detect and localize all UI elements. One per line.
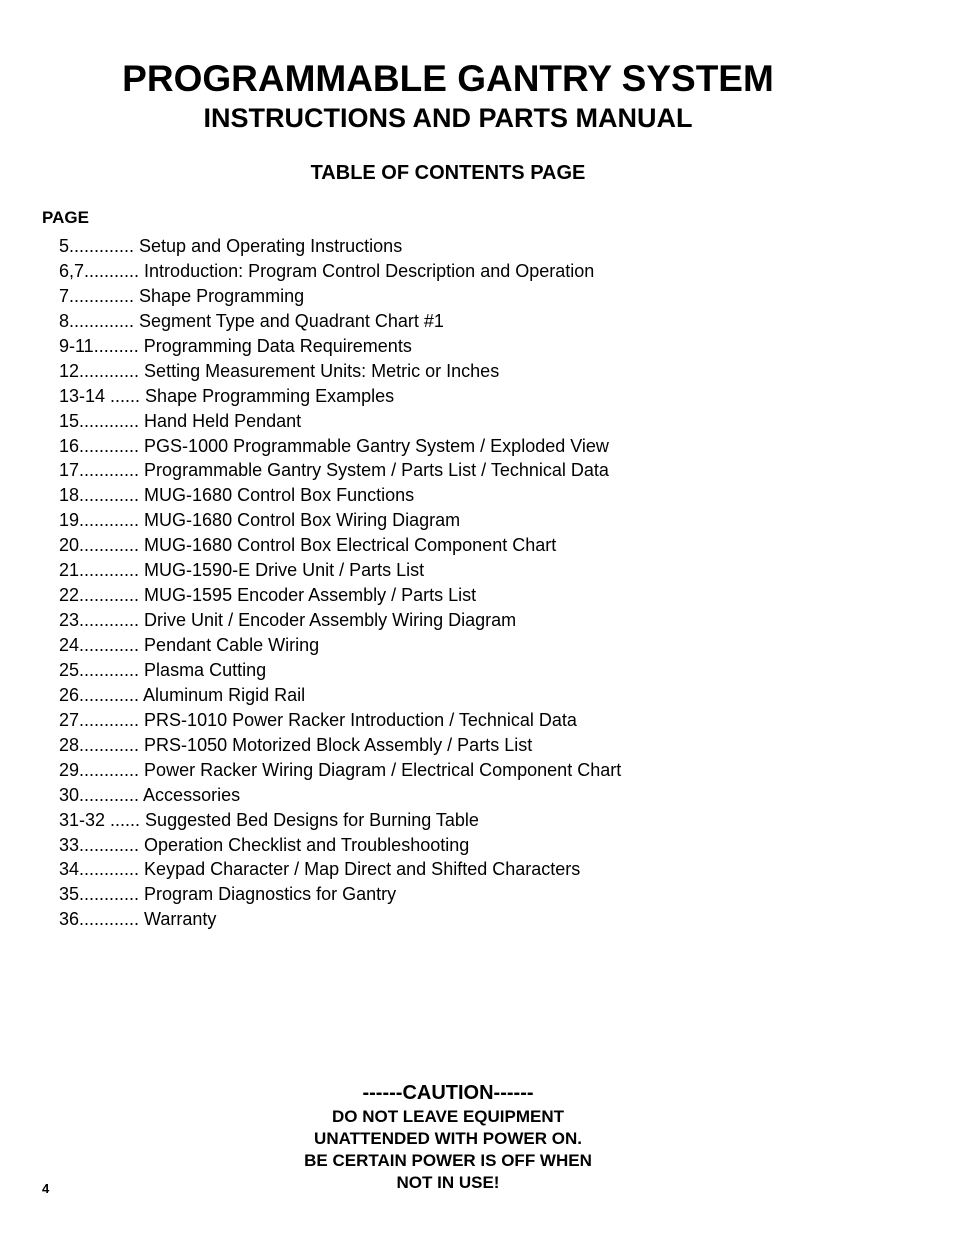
toc-entry-title: Introduction: Program Control Description and Operation (139, 260, 595, 281)
toc-entry-title: Programming Data Requirements (138, 335, 412, 356)
toc-entry-title: Plasma Cutting (139, 659, 267, 680)
toc-entry-page: 33............ (59, 834, 140, 855)
toc-entry-page: 22............ (59, 585, 140, 606)
toc-entry-page: 6,7........... (59, 260, 140, 281)
caution-heading: ------CAUTION------ (362, 1082, 534, 1104)
toc-entry (59, 558, 621, 583)
toc-entry (59, 309, 621, 334)
toc-entry-page: 15............ (59, 410, 140, 431)
caution-line: NOT IN USE! (396, 1173, 500, 1192)
toc-entry-page: 27............ (59, 709, 140, 730)
toc-entry (59, 708, 621, 733)
toc-entry-title: Power Racker Wiring Diagram / Electrical Component Chart (139, 759, 622, 780)
toc-entry-page: 29............ (59, 759, 140, 780)
toc-entry-page: 16............ (59, 435, 140, 456)
toc-entry (59, 533, 621, 558)
toc-entry-title: Operation Checklist and Troubleshooting (139, 834, 470, 855)
toc-entry-title: Programmable Gantry System / Parts List / Technical Data (139, 460, 609, 481)
toc-entry (59, 458, 621, 483)
toc-entry-page: 25............ (59, 659, 140, 680)
toc-entry-page: 7............. (59, 285, 135, 306)
toc-entry-title: MUG-1680 Control Box Wiring Diagram (139, 510, 461, 531)
toc-entry (59, 683, 621, 708)
toc-entry (59, 882, 621, 907)
toc-entry (59, 259, 621, 284)
toc-entry-title: Setup and Operating Instructions (134, 236, 403, 256)
toc-entry-page: 19............ (59, 510, 140, 531)
toc-entry-page: 13-14 ...... (59, 385, 141, 406)
toc-entry (59, 658, 621, 683)
toc-entry-title: Hand Held Pendant (139, 410, 302, 431)
caution-notice (0, 1080, 896, 1194)
toc-entry-page: 35............ (59, 884, 140, 905)
toc-entry-title: PGS-1000 Programmable Gantry System / Exploded View (139, 435, 609, 456)
toc-entry (59, 434, 621, 459)
toc-entry (59, 359, 621, 384)
toc-entry-title: Accessories (139, 784, 241, 805)
toc-entry (59, 334, 621, 359)
toc-entry-title: MUG-1680 Control Box Electrical Component Chart (139, 535, 557, 556)
toc-entry-page: 30............ (59, 784, 140, 805)
page-column-label: PAGE (42, 208, 89, 227)
toc-entry-page: 36............ (59, 909, 140, 930)
page-number: 4 (42, 1181, 50, 1196)
caution-line: DO NOT LEAVE EQUIPMENT (331, 1107, 565, 1126)
toc-entry-title: Program Diagnostics for Gantry (139, 884, 397, 905)
toc-entry-page: 17............ (59, 460, 140, 481)
toc-entry (59, 483, 621, 508)
toc-entry-title: PRS-1050 Motorized Block Assembly / Parts List (139, 734, 533, 755)
toc-entry (59, 409, 621, 434)
toc-entry (59, 508, 621, 533)
caution-line: UNATTENDED WITH POWER ON. (314, 1129, 582, 1148)
toc-entry (59, 907, 621, 932)
toc-entry (59, 833, 621, 858)
toc-entry (59, 608, 621, 633)
caution-line: BE CERTAIN POWER IS OFF WHEN (304, 1151, 592, 1170)
toc-entry-title: Warranty (139, 909, 217, 930)
toc-entry-title: Suggested Bed Designs for Burning Table (140, 809, 479, 830)
toc-entry (59, 783, 621, 808)
toc-entry-title: PRS-1010 Power Racker Introduction / Technical Data (139, 709, 577, 730)
toc-entry-page: 23............ (59, 610, 140, 631)
toc-entry-page: 31-32 ...... (59, 809, 141, 830)
toc-entry-title: MUG-1595 Encoder Assembly / Parts List (139, 585, 477, 606)
document-title: PROGRAMMABLE GANTRY SYSTEM (122, 58, 774, 99)
toc-entry (59, 633, 621, 658)
toc-entry-page: 34............ (59, 859, 140, 880)
toc-heading: TABLE OF CONTENTS PAGE (310, 162, 586, 184)
toc-entry-page: 28............ (59, 734, 140, 755)
toc-entry-page: 9-11......... (59, 335, 139, 356)
toc-entry (59, 284, 621, 309)
toc-entry (59, 234, 621, 259)
toc-entry-page: 18............ (59, 485, 140, 506)
toc-entry-title: Drive Unit / Encoder Assembly Wiring Diagram (139, 610, 517, 631)
toc-entry-page: 8............. (59, 310, 135, 331)
toc-entry (59, 733, 621, 758)
toc-entry (59, 583, 621, 608)
toc-entry (59, 758, 621, 783)
toc-entry-title: Keypad Character / Map Direct and Shifted Characters (139, 859, 581, 880)
toc-entry-page: 5............. (59, 236, 135, 256)
toc-entry-page: 24............ (59, 635, 140, 655)
toc-entry-title: MUG-1680 Control Box Functions (139, 485, 415, 506)
toc-entry (59, 384, 621, 409)
toc-entry (59, 857, 621, 882)
toc-entry-page: 26............ (59, 684, 140, 705)
document-subtitle: INSTRUCTIONS AND PARTS MANUAL (203, 103, 693, 133)
toc-entry-title: MUG-1590-E Drive Unit / Parts List (139, 560, 425, 581)
toc-entry-title: Aluminum Rigid Rail (139, 684, 306, 705)
toc-entry-title: Pendant Cable Wiring (139, 635, 320, 655)
toc-entry-title: Shape Programming Examples (140, 385, 395, 406)
toc-entry-page: 20............ (59, 535, 140, 556)
toc-entry-page: 12............ (59, 360, 140, 381)
toc-entry (59, 808, 621, 833)
toc-list (59, 234, 621, 932)
toc-entry-page: 21............ (59, 560, 140, 581)
toc-entry-title: Shape Programming (134, 285, 305, 306)
toc-entry-title: Segment Type and Quadrant Chart #1 (134, 310, 444, 331)
toc-entry-title: Setting Measurement Units: Metric or Inches (139, 360, 500, 381)
